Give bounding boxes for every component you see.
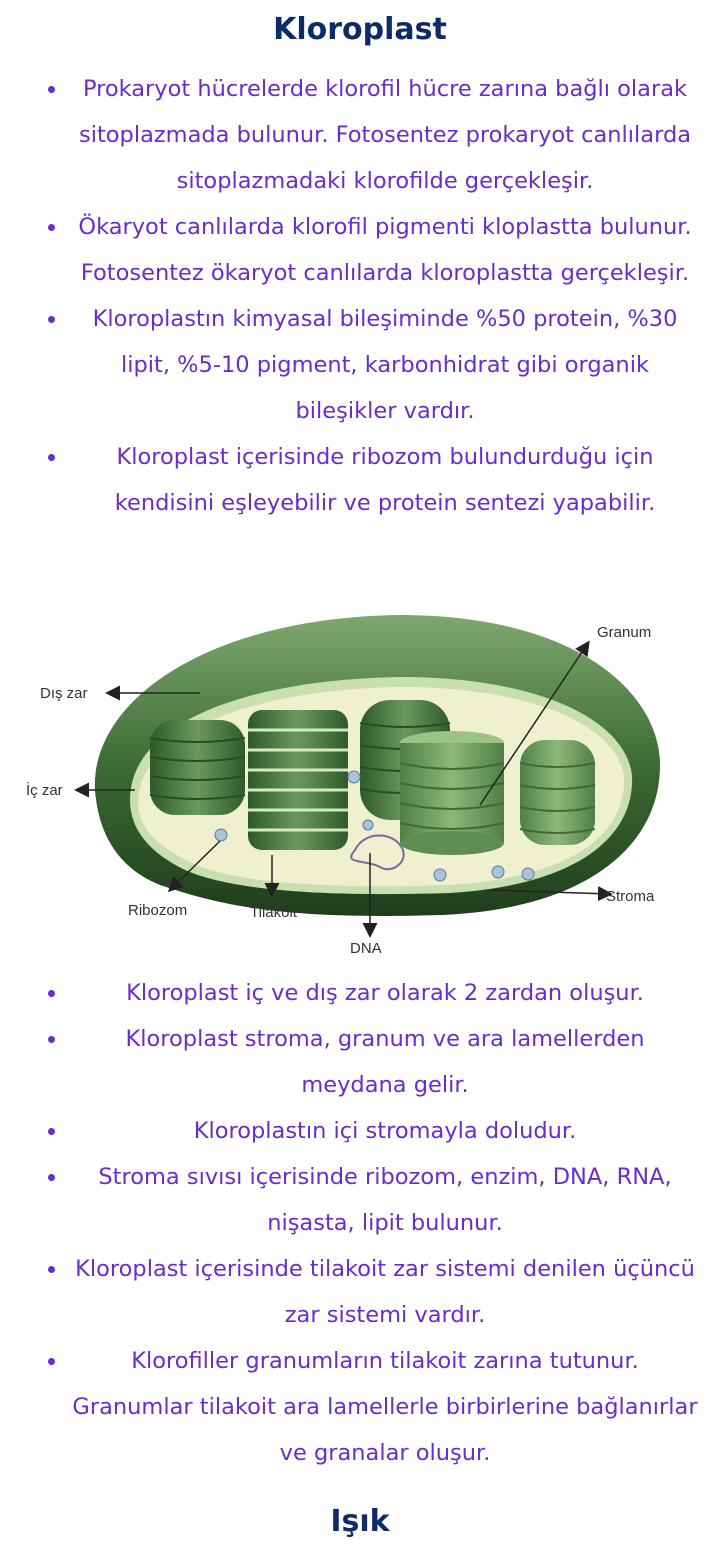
- bullet-dot: [48, 224, 55, 231]
- label-tilakoit: Tilakoit: [250, 904, 297, 921]
- bullet-text: Kloroplastın kimyasal bileşiminde %50 protein, %30 lipit, %5-10 pigment, karbonhidrat gibi organik bileşikler vardır.: [92, 306, 678, 424]
- label-dis-zar: Dış zar: [40, 685, 88, 702]
- label-dna: DNA: [350, 940, 382, 957]
- bullet-text: Kloroplast içerisinde tilakoit zar sistemi denilen üçüncü zar sistemi vardır.: [75, 1256, 695, 1328]
- bullet-text: Ökaryot canlılarda klorofil pigmenti kloplastta bulunur. Fotosentez ökaryot canlılarda kloroplastta gerçekleşir.: [78, 214, 692, 286]
- granum-stack-left: [150, 720, 245, 815]
- label-granum: Granum: [597, 624, 652, 641]
- list-item: [0, 66, 720, 204]
- list-item: [0, 1154, 720, 1246]
- label-stroma: Stroma: [606, 888, 655, 905]
- list-item: [0, 1016, 720, 1108]
- bullet-dot: [48, 86, 55, 93]
- bullet-dot: [48, 990, 55, 997]
- bullet-text: Prokaryot hücrelerde klorofil hücre zarına bağlı olarak sitoplazmada bulunur. Fotosentez prokaryot canlılarda sitoplazmadaki klorofilde gerçekleşir.: [78, 76, 692, 194]
- page-title: Kloroplast: [273, 12, 447, 47]
- bullet-text: Kloroplast içerisinde ribozom bulundurduğu için kendisini eşleyebilir ve protein sentezi yapabilir.: [114, 444, 656, 516]
- list-item: [0, 1108, 720, 1154]
- chloroplast-diagram: [20, 605, 700, 960]
- list-item: [0, 1338, 720, 1476]
- granum-stack-right: [520, 740, 595, 845]
- list-item: [0, 296, 720, 434]
- list-item: [0, 204, 720, 296]
- bullet-dot: [48, 1266, 55, 1273]
- bullet-text: Kloroplast stroma, granum ve ara lamellerden meydana gelir.: [125, 1026, 645, 1098]
- bullet-dot: [48, 1036, 55, 1043]
- list-item: [0, 1246, 720, 1338]
- label-ribozom: Ribozom: [128, 902, 188, 919]
- bullet-text: Kloroplastın içi stromayla doludur.: [193, 1118, 577, 1144]
- section-title-isik: Işık: [330, 1504, 390, 1539]
- bullet-dot: [48, 316, 55, 323]
- granum-stack-front-left: [248, 710, 348, 850]
- label-ic-zar: İç zar: [26, 782, 63, 799]
- detail-bullet-list: [0, 970, 720, 1476]
- bullet-dot: [48, 1128, 55, 1135]
- list-item: [0, 970, 720, 1016]
- list-item: [0, 434, 720, 526]
- bullet-text: Stroma sıvısı içerisinde ribozom, enzim, DNA, RNA, nişasta, lipit bulunur.: [98, 1164, 672, 1236]
- bullet-text: Kloroplast iç ve dış zar olarak 2 zardan oluşur.: [126, 980, 644, 1006]
- bullet-dot: [48, 454, 55, 461]
- intro-bullet-list: [0, 66, 720, 526]
- bullet-dot: [48, 1174, 55, 1181]
- bullet-dot: [48, 1358, 55, 1365]
- bullet-text: Klorofiller granumların tilakoit zarına tutunur. Granumlar tilakoit ara lamellerle birbirlerine bağlanırlar ve granalar oluşur.: [72, 1348, 698, 1466]
